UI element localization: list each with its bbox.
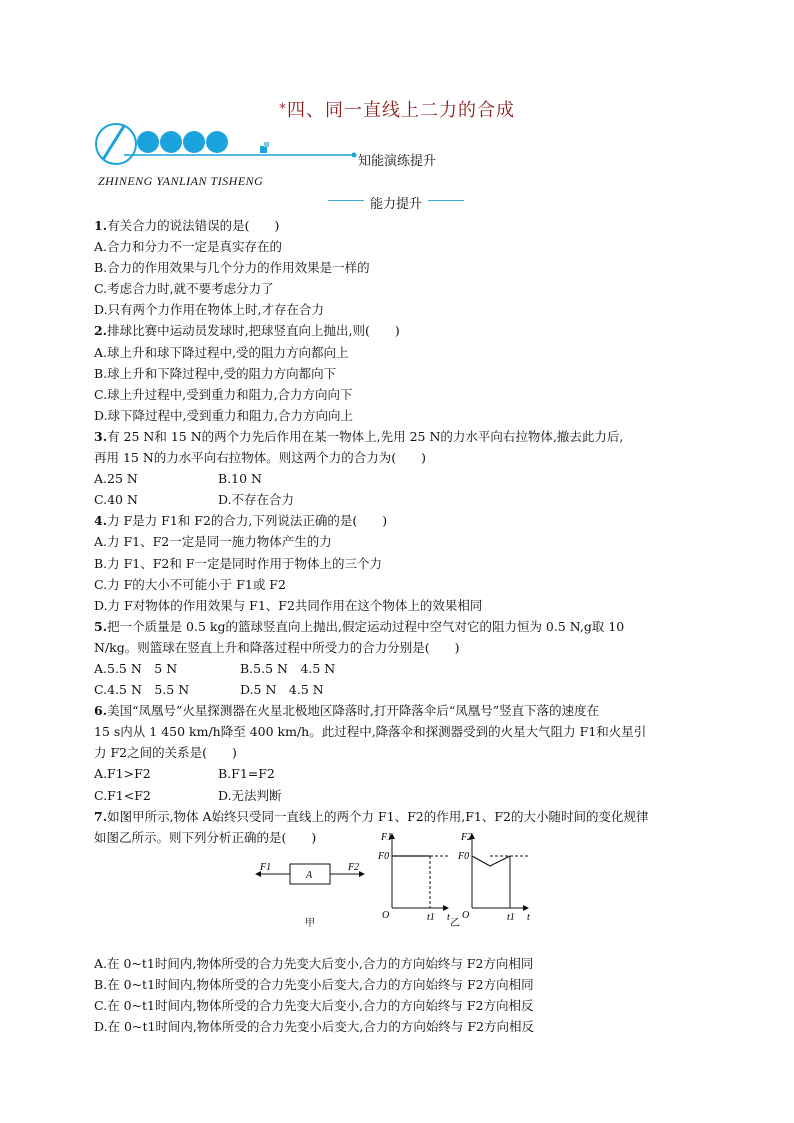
question-2-stem — [94, 320, 702, 341]
t1-label: t1 — [507, 912, 515, 923]
figure-jia — [256, 862, 364, 929]
question-2-option-d: D.球下降过程中,受到重力和阻力,合力方向向上 — [94, 407, 353, 423]
question-number: 6. — [94, 703, 108, 719]
question-text: 有关合力的说法错误的是( ) — [107, 218, 280, 233]
banner-label: 知能演练提升 — [358, 154, 437, 169]
question-number: 3. — [94, 428, 108, 444]
question-text: 把一个质量是 0.5 kg的篮球竖直向上抛出,假定运动过程中空气对它的阻力恒为 0.5 N,g取 10 — [107, 618, 625, 634]
question-3-stem — [94, 426, 702, 447]
title-star: * — [279, 101, 287, 117]
question-number: 2. — [94, 323, 108, 339]
question-5-option-a: A.5.5 N 5 N — [94, 660, 178, 676]
question-6-option-a: A.F1>F2 — [94, 766, 151, 782]
f2-curve — [472, 856, 510, 866]
question-7-option-d: D.在 0~t1时间内,物体所受的合力先变小后变大,合力的方向始终与 F2方向相反 — [94, 1019, 534, 1035]
caption-jia: 甲 — [305, 918, 315, 929]
caption-yi: 乙 — [450, 918, 460, 929]
question-6-stem-cont-1: 15 s内从 1 450 km/h降至 400 km/h。此过程中,降落伞和探测器受到的火星大气阻力 F1和火星引 — [94, 724, 647, 740]
block-a-label: A — [306, 870, 313, 881]
section-heading: 能力提升 — [328, 193, 464, 212]
y-axis-label: F2 — [461, 832, 473, 843]
question-4-option-a: A.力 F1、F2一定是同一施力物体产生的力 — [94, 534, 332, 550]
question-1-option-c: C.考虑合力时,就不要考虑分力了 — [94, 281, 274, 297]
f1-label: F1 — [260, 862, 272, 873]
banner-dot-3 — [183, 131, 205, 153]
question-text: 美国“凤凰号”火星探测器在火星北极地区降落时,打开降落伞后“凤凰号”竖直下落的速度在 — [107, 703, 600, 719]
question-6-stem — [94, 700, 702, 721]
question-7-figure — [250, 830, 550, 930]
f0-label: F0 — [378, 851, 390, 862]
banner-dot-2 — [160, 131, 182, 153]
question-1-option-d: D.只有两个力作用在物体上时,才存在合力 — [94, 302, 325, 318]
t-label: t — [447, 912, 450, 923]
banner-brush-icon — [104, 126, 124, 158]
figure-yi-f1 — [377, 832, 450, 923]
banner-pinyin: ZHINENG YANLIAN TISHENG — [98, 174, 264, 188]
question-number: 5. — [94, 618, 108, 634]
question-text: 有 25 N和 15 N的两个力先后作用在某一物体上,先用 25 N的力水平向右拉物体,撤去此力后, — [107, 428, 624, 444]
question-7-option-a: A.在 0~t1时间内,物体所受的合力先变大后变小,合力的方向始终与 F2方向相同 — [94, 955, 534, 971]
question-5-stem — [94, 616, 702, 637]
banner-square-2 — [264, 142, 269, 147]
question-4-stem — [94, 510, 702, 531]
question-number: 4. — [94, 513, 108, 529]
question-text: 如图甲所示,物体 A始终只受同一直线上的两个力 F1、F2的作用,F1、F2的大小随时间的变化规律 — [107, 808, 649, 824]
question-number: 7. — [94, 808, 108, 824]
question-5-options-row-2 — [94, 679, 702, 700]
question-4-option-b: B.力 F1、F2和 F一定是同时作用于物体上的三个力 — [94, 555, 383, 571]
question-2-option-b: B.球上升和下降过程中,受的阻力方向都向下 — [94, 365, 337, 381]
figure-yi-f2 — [450, 832, 530, 929]
banner-ring — [96, 124, 136, 164]
title-text: 四、同一直线上二力的合成 — [287, 100, 515, 121]
t-label: t — [527, 912, 530, 923]
page-title — [0, 96, 794, 122]
f2-label: F2 — [348, 862, 360, 873]
origin-label: O — [382, 910, 390, 921]
question-text: 力 F是力 F1和 F2的合力,下列说法正确的是( ) — [107, 513, 388, 529]
banner-dot-4 — [206, 131, 228, 153]
question-3-options-row-1 — [94, 468, 702, 489]
question-6-stem-cont-2: 力 F2之间的关系是( ) — [94, 745, 237, 761]
question-text: 排球比赛中运动员发球时,把球竖直向上抛出,则( ) — [107, 323, 400, 339]
question-4-option-d: D.力 F对物体的作用效果与 F1、F2共同作用在这个物体上的效果相同 — [94, 597, 483, 613]
t1-label: t1 — [427, 912, 435, 923]
question-2-option-c: C.球上升过程中,受到重力和阻力,合力方向向下 — [94, 386, 353, 402]
question-7-option-c: C.在 0~t1时间内,物体所受的合力先变大后变小,合力的方向始终与 F2方向相反 — [94, 998, 534, 1013]
banner-square-1 — [260, 146, 267, 153]
question-3-option-d: D.不存在合力 — [218, 492, 295, 508]
question-1-stem — [94, 215, 702, 236]
f0-label: F0 — [458, 851, 470, 862]
question-6-option-d: D.无法判断 — [218, 787, 282, 803]
question-6-options-row-2 — [94, 785, 702, 806]
question-5-stem-cont: N/kg。则篮球在竖直上升和降落过程中所受力的合力分别是( ) — [94, 639, 460, 655]
banner-rule-end — [352, 153, 357, 158]
question-7-stem — [94, 806, 702, 827]
question-1-option-b: B.合力的作用效果与几个分力的作用效果是一样的 — [94, 260, 370, 276]
question-7-option-b: B.在 0~t1时间内,物体所受的合力先变小后变大,合力的方向始终与 F2方向相同 — [94, 976, 534, 992]
question-6-option-b: B.F1=F2 — [218, 766, 275, 782]
question-3-option-b: B.10 N — [218, 471, 262, 487]
question-4-option-c: C.力 F的大小不可能小于 F1或 F2 — [94, 576, 286, 592]
question-7-stem-cont: 如图乙所示。则下列分析正确的是( ) — [94, 829, 317, 845]
question-3-stem-cont: 再用 15 N的力水平向右拉物体。则这两个力的合力为( ) — [94, 450, 427, 466]
question-3-option-a: A.25 N — [94, 471, 138, 487]
question-1-option-a: A.合力和分力不一定是真实存在的 — [94, 239, 283, 255]
question-5-option-b: B.5.5 N 4.5 N — [240, 660, 336, 676]
question-3-option-c: C.40 N — [94, 492, 138, 508]
question-5-options-row-1 — [94, 658, 702, 679]
origin-label: O — [462, 910, 470, 921]
y-axis-label: F1 — [381, 832, 393, 843]
question-2-option-a: A.球上升和球下降过程中,受的阻力方向都向上 — [94, 344, 349, 360]
question-3-options-row-2 — [94, 489, 702, 510]
question-6-options-row-1 — [94, 763, 702, 784]
banner-dot-1 — [137, 131, 159, 153]
question-5-option-c: C.4.5 N 5.5 N — [94, 682, 190, 698]
question-number: 1. — [94, 218, 108, 233]
question-6-option-c: C.F1<F2 — [94, 787, 151, 803]
question-5-option-d: D.5 N 4.5 N — [240, 682, 324, 698]
